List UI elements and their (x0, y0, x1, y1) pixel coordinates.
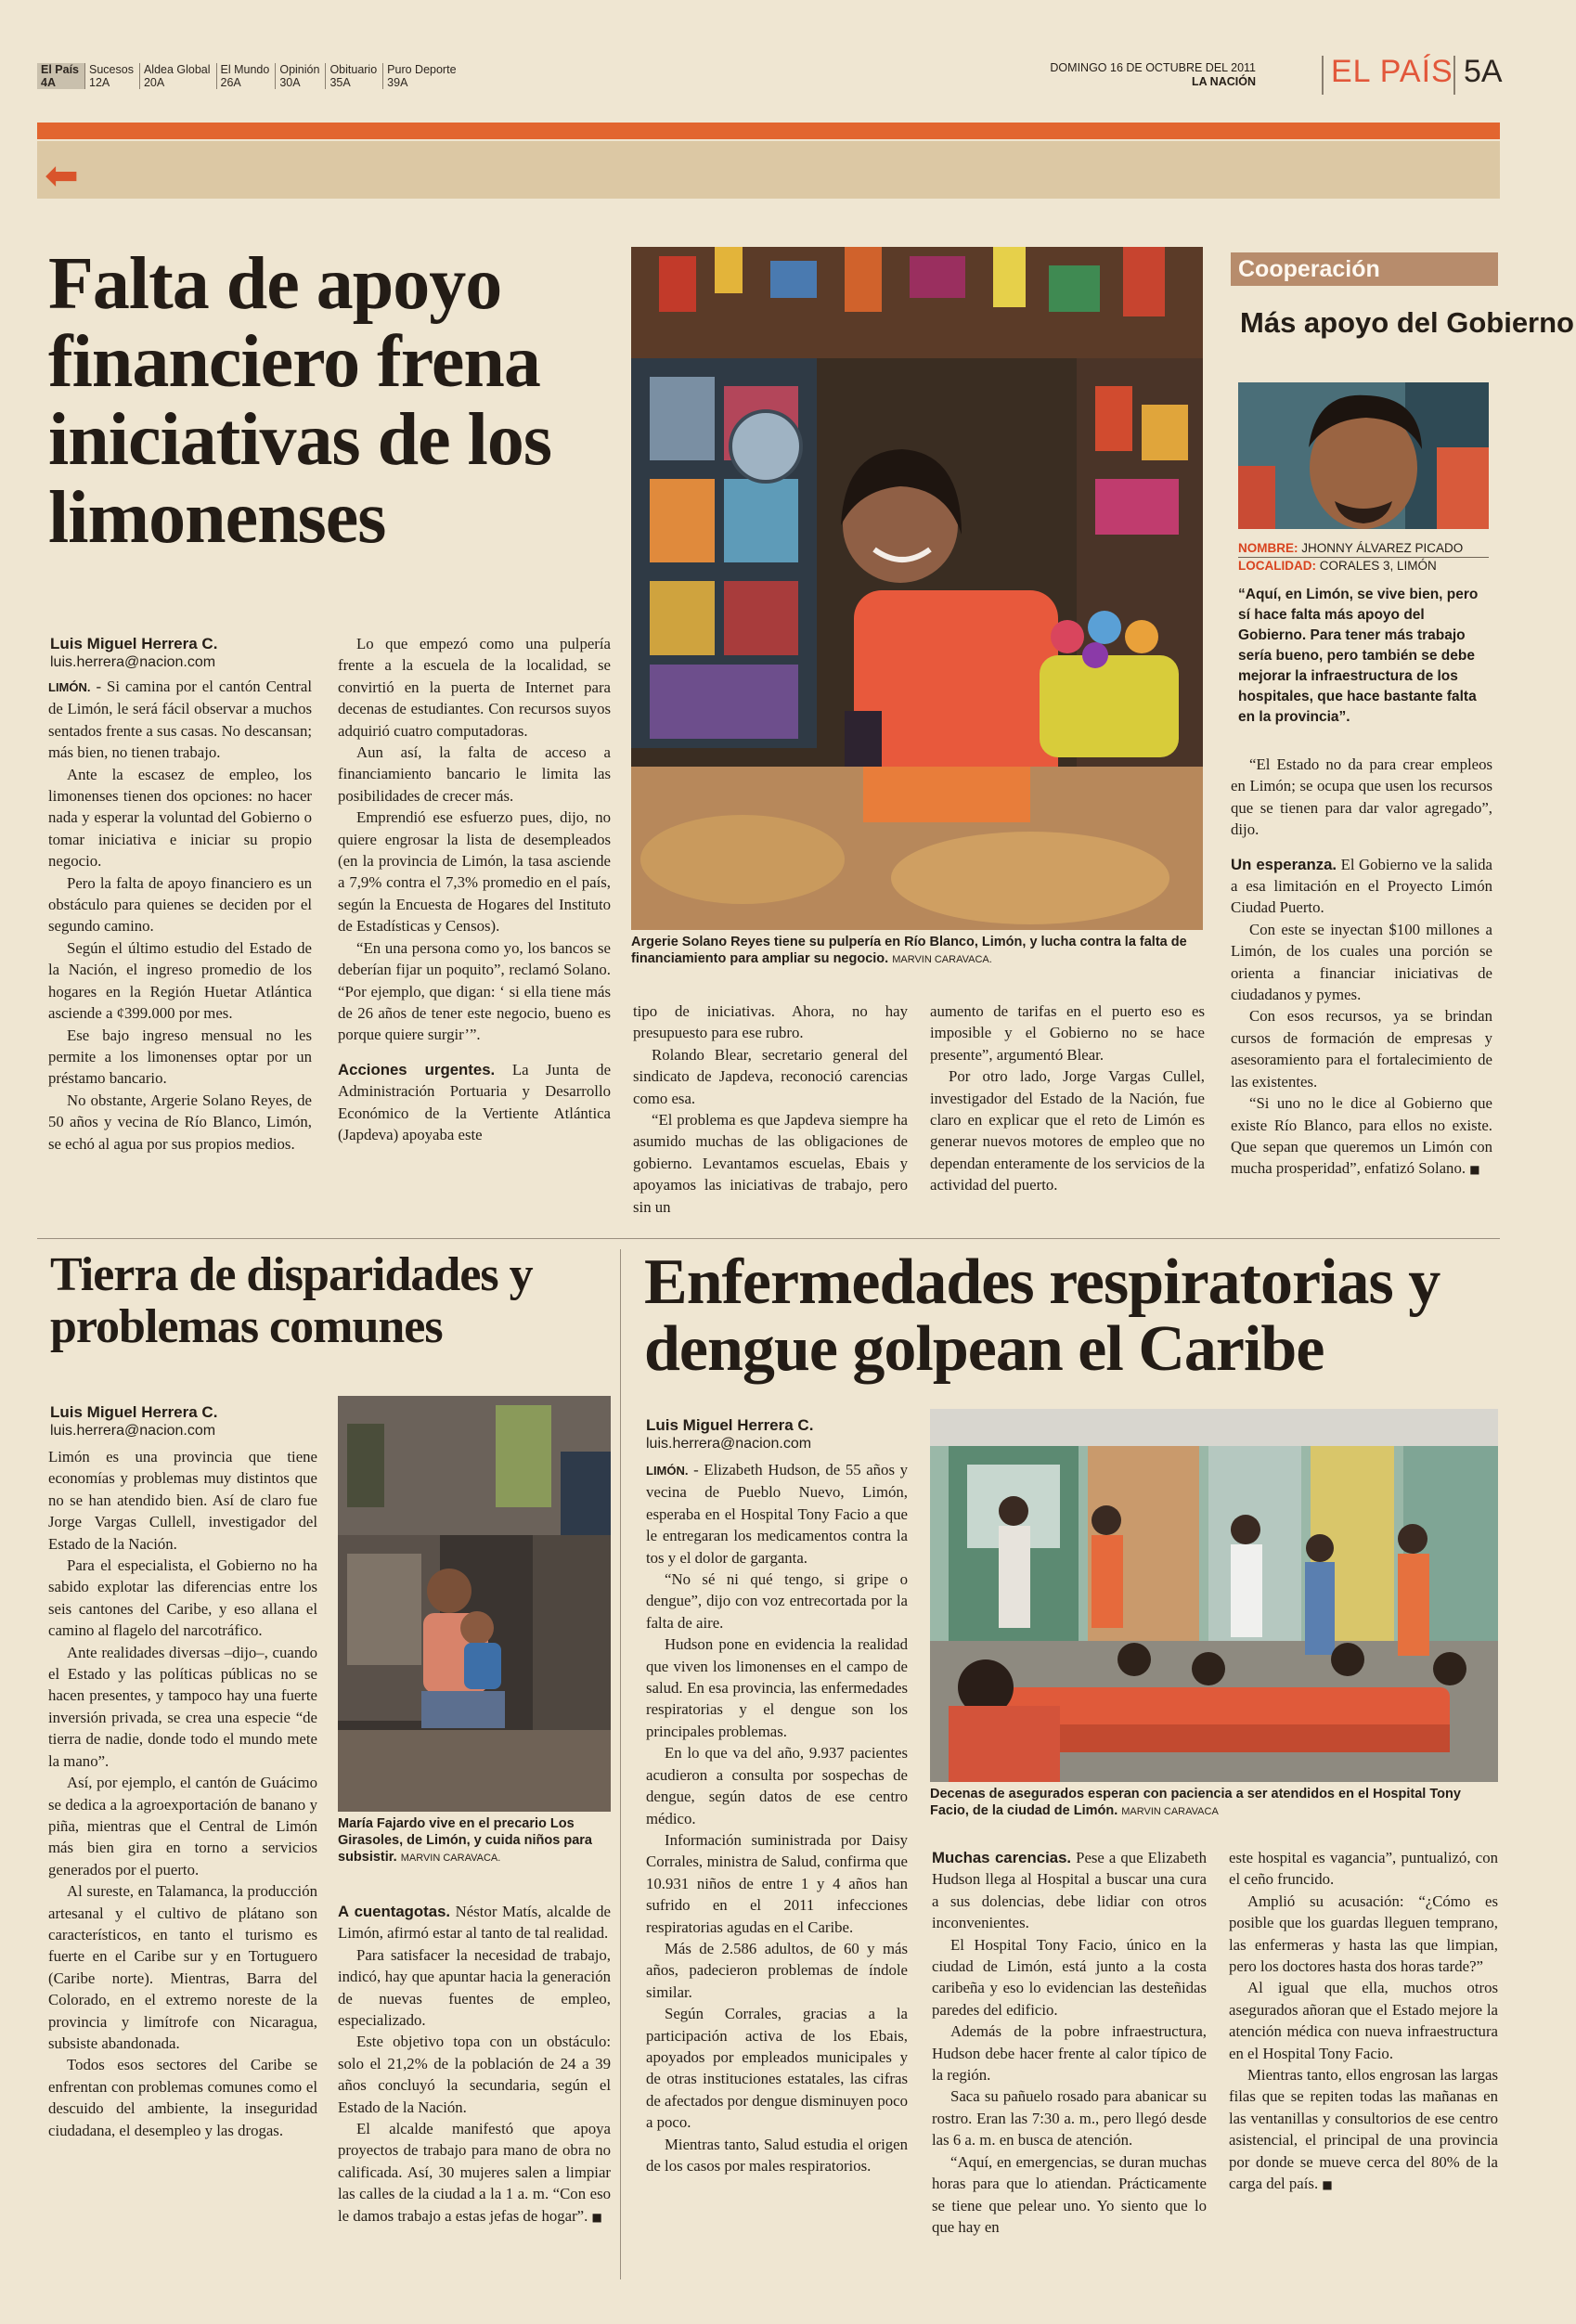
dateline: DOMINGO 16 DE OCTUBRE DEL 2011 LA NACIÓN (1050, 61, 1256, 88)
sidebar-headline: Más apoyo del Gobierno (1240, 306, 1574, 339)
pull-quote: “Aquí, en Limón, se vive bien, pero sí hace falta más apoyo del Gobierno. Para tener más trabajo sería bueno, pero también se debe mejorar la infraestructura de los hospitales, que hace bastante falta en la provincia”. (1238, 587, 1479, 725)
section-link[interactable]: El País 4A (37, 63, 85, 89)
article-column: A cuentagotas. Néstor Matís, alcalde de Limón, afirmó estar al tanto de tal realidad. Para satisfacer la necesidad de trabajo, indicó, hay que apuntar hacia la generación de nuevas fuentes de empleo, especializado. Este objetivo topa con un obstáculo: solo el 21,2% de la población de 24 a 39 años concluyó la secundaria, según el Estado de la Nación. El alcalde manifestó que apoya proyectos de trabajo para mano de obra no calificada. Así, 30 mujeres salen a limpiar las calles de la ciudad a la 1 a. m. “Con eso le damos trabajo a estas jefas de hogar”. ■ (338, 1903, 611, 2225)
section-name: EL PAÍS (1331, 54, 1453, 89)
photo-caption: Argerie Solano Reyes tiene su pulpería en Río Blanco, Limón, y lucha contra la falta de financiamiento para ampliar su negocio. MARVIN CARAVACA. (631, 935, 1187, 966)
section-link[interactable]: Sucesos 12A (85, 63, 140, 89)
section-link[interactable]: Aldea Global 20A (140, 63, 217, 89)
divider (1322, 56, 1324, 95)
sidebar-column: “El Estado no da para crear empleos en Limón; se ocupa que usen los recursos que se tienen para dar valor agregado”, dijo. Un esperanza. El Gobierno ve la salida a esa limitación en el Proyecto Limón Ciudad Puerto. Con este se inyectan $100 millones a Limón, de los cuales una porción se orienta a financiar iniciativas de ciudadanos y pymes. Con esos recursos, ya se brindan cursos de formación de empresas y asesoramiento para el fortalecimiento de las existentes. “Si uno no le dice al Gobierno que existe Río Blanco, para ellos no existe. Que sepan que queremos un Limón con mucha prosperidad”, enfatizó Solano. ■ (1231, 755, 1492, 1178)
hospital-photo (930, 1409, 1498, 1782)
article-column: aumento de tarifas en el puerto eso es imposible y el Gobierno no se hace presente”, argumentó Blear. Por otro lado, Jorge Vargas Cullel, investigador del Estado de la Nación, fue claro en explicar que el reto de Limón es generar nuevos motores de empleo que no dependan enteramente de los servicios de la actividad del puerto. (930, 1002, 1205, 1194)
end-mark-icon: ■ (1322, 2178, 1333, 2192)
section-link[interactable]: Obituario 35A (326, 63, 383, 89)
shop-photo (631, 247, 1203, 930)
byline: Luis Miguel Herrera C. luis.herrera@nacion.com (50, 635, 218, 670)
portrait-photo (1238, 382, 1489, 529)
photo-caption: María Fajardo vive en el precario Los Girasoles, de Limón, y cuida niños para subsistir. MARVIN CARAVACA. (338, 1816, 592, 1865)
headline: Tierra de disparidades y problemas comunes (50, 1248, 533, 1353)
accent-bar (37, 123, 1500, 139)
column-divider (620, 1249, 621, 2279)
arrow-left-icon: ⬅ (45, 152, 79, 200)
person-name: NOMBRE: JHONNY ÁLVAREZ PICADO (1238, 541, 1464, 555)
byline: Luis Miguel Herrera C. luis.herrera@nacion.com (50, 1403, 218, 1439)
article-column: LIMÓN. - Elizabeth Hudson, de 55 años y vecina de Pueblo Nuevo, Limón, esperaba en el Hospital Tony Facio a que le entregaran los medicamentos contra la tos y el dolor de garganta. “No sé ni qué tengo, si gripe o dengue”, dijo con voz entrecortada por la falta de aire. Hudson pone en evidencia la realidad que viven los limonenses en el campo de salud. En esa provincia, las enfermedades respiratorias y el dengue son los principales problemas. En lo que va del año, 9.937 pacientes acudieron a consulta por sospechas de dengue, según datos de ese centro médico. Información suministrada por Daisy Corrales, ministra de Salud, confirma que 10.931 niños de entre 1 y 4 años han sufrido en el 2011 infecciones respiratorias agudas en el Caribe. Más de 2.586 adultos, de 60 y más años, padecieron problemas de índole similar. Según Corrales, gracias a la participación activa de los Ebais, apoyados por empleados municipales y de otras instituciones estatales, las cifras de afectados por dengue disminuyen poco a poco. Mientras tanto, Salud estudia el origen de los casos por males respiratorios. (646, 1461, 908, 2175)
end-mark-icon: ■ (1469, 1163, 1480, 1177)
byline: Luis Miguel Herrera C. luis.herrera@nacion.com (646, 1416, 814, 1452)
page-number: 5A (1464, 54, 1503, 89)
divider (1453, 56, 1455, 95)
headline: Enfermedades respiratorias y dengue golpean el Caribe (644, 1246, 1440, 1385)
photo-caption: Decenas de asegurados esperan con paciencia a ser atendidos en el Hospital Tony Facio, de la ciudad de Limón. MARVIN CARAVACA (930, 1787, 1461, 1818)
section-index (37, 63, 462, 89)
end-mark-icon: ■ (591, 2210, 602, 2224)
article-column: tipo de iniciativas. Ahora, no hay presupuesto para ese rubro. Rolando Blear, secretario general del sindicato de Japdeva, reconoció carencias como esa. “El problema es que Japdeva siempre ha asumido muchas de las obligaciones de gobierno. Levantamos escuelas, Ebais y apoyamos las iniciativas de trabajo, pero sin un (633, 1002, 908, 1216)
section-band (37, 141, 1500, 199)
family-photo (338, 1396, 611, 1812)
section-link[interactable]: El Mundo 26A (217, 63, 277, 89)
section-link[interactable]: Puro Deporte 39A (387, 63, 457, 89)
article-column: Limón es una provincia que tiene economías y problemas muy distintos que no se han atendido bien. Así de claro fue Jorge Vargas Cullell, investigador del Estado de la Nación. Para el especialista, el Gobierno no ha sabido explotar las diferencias entre los seis cantones del Caribe, y eso allana el camino al flagelo del narcotráfico. Ante realidades diversas –dijo–, cuando el Estado y las políticas públicas no se hacen presentes, y tampoco hay una fuerte inversión privada, se crea una especie “de tierra de nadie, donde todo el mundo mete la mano”. Así, por ejemplo, el cantón de Guácimo se dedica a la agroexportación de banano y piña, mientras que el Central de Limón más bien gira en torno a servicios generados por el puerto. Al sureste, en Talamanca, la producción artesanal y el cultivo de plátano son característicos, en tanto el turismo es fuerte en el Caribe sur y en Tortuguero (Caribe norte). Mientras, Barra del Colorado, en el extremo noreste de la provincia y limítrofe con Nicaragua, subsiste abandonada. Todos esos sectores del Caribe se enfrentan con problemas comunes como el descuido del ambiente, la inseguridad ciudadana, el desempleo y las drogas. (48, 1448, 317, 2139)
article-column: Muchas carencias. Pese a que Elizabeth Hudson llega al Hospital a buscar una cura a sus dolencias, debe lidiar con otros inconvenientes. El Hospital Tony Facio, único en la ciudad de Limón, está junto a la costa caribeña y eso lo evidencian las desteñidas paredes del edificio. Además de la pobre infraestructura, Hudson debe hacer frente al calor típico de la región. Saca su pañuelo rosado para abanicar su rostro. Eran las 7:30 a. m., pero llegó desde las 6 a. m. en busca de atención. “Aquí, en emergencias, se duran muchas horas para que lo atiendan. Prácticamente se tiene que pelear uno. Yo siento que lo que hay en (932, 1849, 1207, 2236)
section-divider (37, 1238, 1500, 1239)
headline: Falta de apoyo financiero frena iniciativas de los limonenses (48, 243, 552, 559)
article-column: LIMÓN. - Si camina por el cantón Central de Limón, le será fácil observar a muchos sentados frente a sus casas. No descansan; más bien, no tienen trabajo. Ante la escasez de empleo, los limonenses tienen dos opciones: no hacer nada y esperar la voluntad del Gobierno o tomar iniciativa e iniciar su propio negocio. Pero la falta de apoyo financiero es un obstáculo para quienes se deciden por el segundo camino. Según el último estudio del Estado de la Nación, el ingreso promedio de los hogares en la Región Huetar Atlántica asciende a ¢399.000 por mes. Ese bajo ingreso mensual no les permite a los limonenses optar por un préstamo bancario. No obstante, Argerie Solano Reyes, de 50 años y vecina de Río Blanco, Limón, se echó al agua por sus propios medios. (48, 678, 312, 1153)
article-column: Lo que empezó como una pulpería frente a la escuela de la localidad, se convirtió en la puerta de Internet para decenas de estudiantes. Con recursos suyos adquirió cuatro computadoras. Aun así, la falta de acceso a financiamiento bancario le limita las posibilidades de crecer más. Emprendió ese esfuerzo pues, dijo, no quiere engrosar la lista de desempleados (en la provincia de Limón, la tasa asciende a 7,9% contra el 7,3% promedio en el país, según la Encuesta de Hogares del Instituto de Estadísticas y Censos). “En una persona como yo, los bancos se deberían fijar un poquito”, reclamó Solano. “Por ejemplo, que digan: ‘ si ella tiene más de 26 años de tener este negocio, bueno es porque quiere surgir’”. Acciones urgentes. La Junta de Administración Portuaria y Desarrollo Económico de la Vertiente Atlántica (Japdeva) apoyaba este (338, 635, 612, 1143)
section-link[interactable]: Opinión 30A (276, 63, 326, 89)
person-location: LOCALIDAD: CORALES 3, LIMÓN (1238, 559, 1437, 573)
sidebar-tag: Cooperación (1231, 252, 1498, 286)
article-column: este hospital es vagancia”, puntualizó, con el ceño fruncido. Amplió su acusación: “¿Cómo es posible que los guardas lleguen temprano, las enfermeras y hasta las que limpian, pero los doctores hasta dos horas tarde?” Al igual que ella, muchos otros asegurados añoran que el Estado mejore la atención médica con nueva infraestructura en el Hospital Tony Facio. Mientras tanto, ellos engrosan las largas filas que se repiten todas las mañanas en las ventanillas y consultorios de ese centro asistencial, el principal de una provincia por donde se mueve cerca del 80% de la carga del país. ■ (1229, 1849, 1498, 2193)
